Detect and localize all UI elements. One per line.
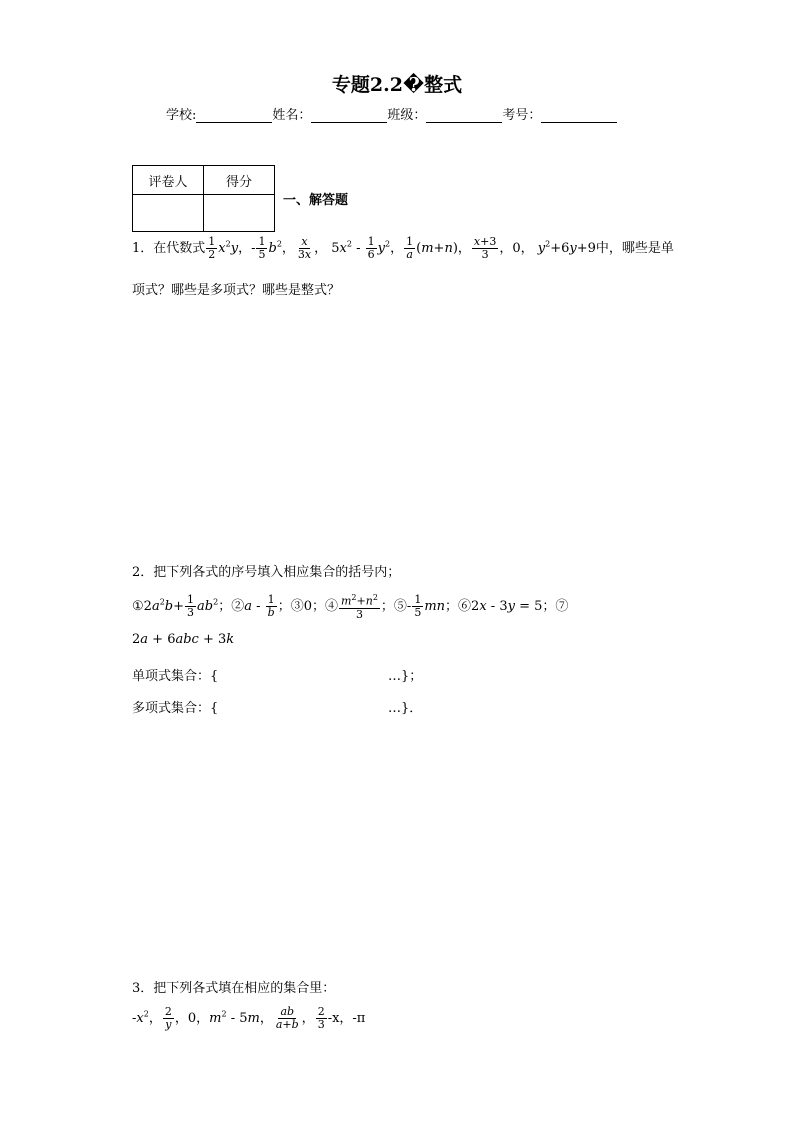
q1-expr-one-over-a: $\frac{1}{a}$ [406,235,414,261]
name-blank [311,109,387,123]
q2-frac-one-over-b: $\frac{1}{b}$ [267,592,275,619]
q1-expr-frac-fifth: $\frac{1}{5}$ [258,235,266,261]
name-label: 姓名： [272,108,312,123]
single-term-set-label: 单项式集合：{ [132,669,219,684]
score-header: 得分 [204,166,275,195]
q1-suffix: 中，哪些是单 [595,241,674,256]
page-title: 专题2.2�整式 [331,74,463,96]
q3-frac-ab-over-a-plus-b: $\frac{ab}{a+b}$ [275,1005,299,1031]
multi-term-set-close: …}． [388,701,423,716]
q3-frac-two-thirds: $\frac{2}{3}$ [317,1005,325,1031]
q2-frac-fifth: $\frac{1}{5}$ [414,592,422,619]
question-3-prompt: 3．把下列各式填在相应的集合里： [132,981,336,996]
q1-expr-frac-sixth: $\frac{1}{6}$ [367,235,375,261]
question-1-line-2: 项式？哪些是多项式？哪些是整式？ [132,283,341,298]
grader-cell [133,195,204,232]
class-label: 班级： [387,108,427,123]
student-info-row [166,104,617,123]
question-2-prompt: 2．把下列各式的序号填入相应集合的括号内； [132,565,401,580]
question-1-line-1: 1．在代数式 $\frac{1}{2}$ $x^2y$，- $\frac{1}{5}$ $b^2$， $\frac{x}{3x}$ ， $5x^2$ - $\frac{1}{6}$ $y^2$， $\frac{1}{a}$ (m+n)， $\frac{x+3}{3}$ ，0， $y^2+6y+9$中，哪些是单 [132,235,674,261]
section-heading: 一、解答题 [283,193,349,208]
question-3-items: $-x^2$， $\frac{2}{y}$ ，0，$m^2 - 5m$， $\frac{ab}{a+b}$ ， $\frac{2}{3}$ -x，-π [132,1005,366,1031]
question-2-item-7: 2a + 6abc + 3k [132,632,235,647]
question-2-items: $①2a^2b+$ $\frac{1}{3}$ $ab^2$；②a - $\frac{1}{b}$ ；③0；④ $\frac{m^2+n^2}{3}$ ；⑤- $\frac{1}{5}$ mn；⑥2x - 3y = 5；⑦ [132,592,569,621]
exam-no-label: 考号： [502,108,542,123]
q1-expr-frac-half: $\frac{1}{2}$ [208,235,216,261]
q1-expr-x-plus-3-over-3: $\frac{x+3}{3}$ [473,235,497,261]
q2-frac-third: $\frac{1}{3}$ [187,592,195,619]
exam-no-blank [541,109,617,123]
single-term-set-close: …}； [388,669,423,684]
score-cell [204,195,275,232]
grader-table [132,165,275,232]
class-blank [426,109,502,123]
school-blank [196,109,272,123]
q3-frac-2-over-y: $\frac{2}{y}$ [164,1005,172,1031]
school-label: 学校: [166,108,197,123]
q1-prefix: 1．在代数式 [132,241,206,256]
q1-expr-x-over-3x: $\frac{x}{3x}$ [297,235,312,261]
grader-header: 评卷人 [133,166,204,195]
q2-frac-m2n2-over-3: $\frac{m^2+n^2}{3}$ [340,593,378,621]
multi-term-set-label: 多项式集合：{ [132,701,219,716]
